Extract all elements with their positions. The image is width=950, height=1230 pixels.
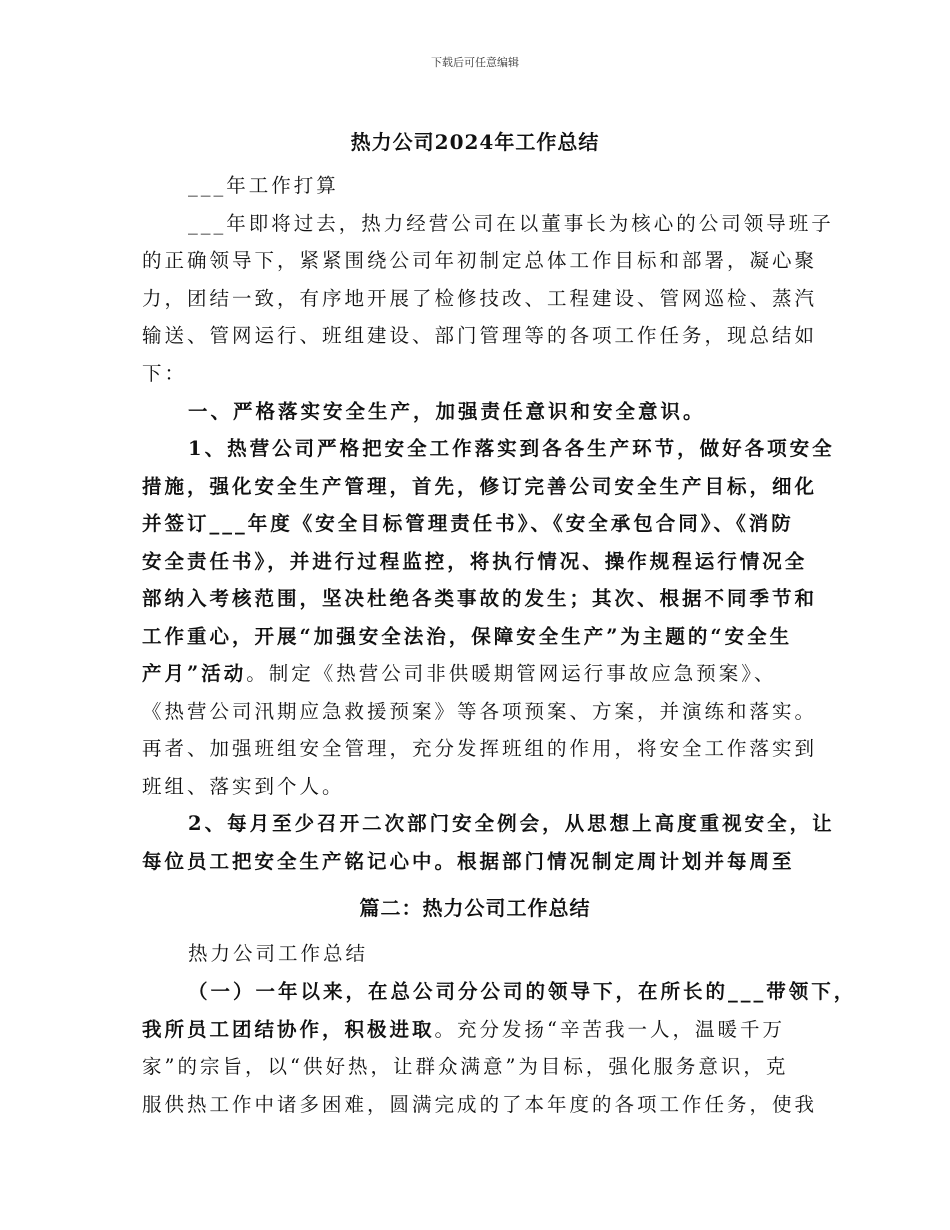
paragraph-line: ___年工作打算 xyxy=(188,174,339,197)
paragraph-line: 再者、加强班组安全管理，充分发挥班组的作用，将安全工作落实到 xyxy=(142,737,818,760)
paragraph-line: 家”的宗旨，以“供好热，让群众满意”为目标，强化服务意识，克 xyxy=(142,1055,789,1078)
paragraph-line: 输送、管网运行、班组建设、部门管理等的各项工作任务，现总结如 xyxy=(142,324,818,347)
paragraph-line: 力，团结一致，有序地开展了检修技改、工程建设、管网巡检、蒸汽 xyxy=(142,287,818,310)
section-heading: 一、严格落实安全生产，加强责任意识和安全意识。 xyxy=(188,400,706,423)
paragraph-line: 1、热营公司严格把安全工作落实到各各生产环节，做好各项安全 xyxy=(188,437,835,460)
paragraph-line: ___年即将过去，热力经营公司在以董事长为核心的公司领导班子 xyxy=(188,212,834,235)
bold-segment: 我所员工团结协作，积极进取 xyxy=(142,1018,435,1041)
paragraph-line: （一）一年以来，在总公司分公司的领导下，在所长的___带领下， xyxy=(188,980,857,1003)
paragraph-line xyxy=(142,662,776,686)
paragraph-line: 服供热工作中诸多困难，圆满完成的了本年度的各项工作任务，使我 xyxy=(142,1093,818,1116)
section-title: 篇二：热力公司工作总结 xyxy=(359,896,591,920)
paragraph-line: 2、每月至少召开二次部门安全例会，从思想上高度重视安全，让 xyxy=(188,812,835,835)
paragraph-line: 下： xyxy=(142,362,188,385)
regular-segment: 。充分发扬“辛苦我一人，温暖千万 xyxy=(434,1018,785,1041)
paragraph-line: 工作重心，开展“加强安全法治，保障安全生产”为主题的“安全生 xyxy=(142,625,793,648)
paragraph-line: 班组、落实到个人。 xyxy=(142,775,345,798)
paragraph-line: 每位员工把安全生产铭记心中。根据部门情况制定周计划并每周至 xyxy=(142,850,795,873)
paragraph-line: 部纳入考核范围，坚决杜绝各类事故的发生；其次、根据不同季节和 xyxy=(142,587,818,610)
paragraph-line: 热力公司工作总结 xyxy=(188,942,369,965)
paragraph-line: 《热营公司汛期应急救援预案》等各项预案、方案，并演练和落实。 xyxy=(142,700,818,723)
bold-segment: 产月”活动 xyxy=(142,662,247,685)
document-title: 热力公司2024年工作总结 xyxy=(350,130,600,154)
regular-segment: 。制定《热营公司非供暖期管网运行事故应急预案》、 xyxy=(246,662,777,685)
paragraph-line: 并签订___年度《安全目标管理责任书》、《安全承包合同》、《消防 xyxy=(142,512,794,535)
paragraph-line xyxy=(142,1018,785,1042)
paragraph-line: 的正确领导下，紧紧围绕公司年初制定总体工作目标和部署，凝心聚 xyxy=(142,249,818,272)
paragraph-line: 措施，强化安全生产管理，首先，修订完善公司安全生产目标，细化 xyxy=(142,475,818,498)
paragraph-line: 安全责任书》，并进行过程监控，将执行情况、操作规程运行情况全 xyxy=(142,550,808,573)
document-body xyxy=(142,0,857,1230)
page-header: 下载后可任意编辑 xyxy=(431,56,519,69)
